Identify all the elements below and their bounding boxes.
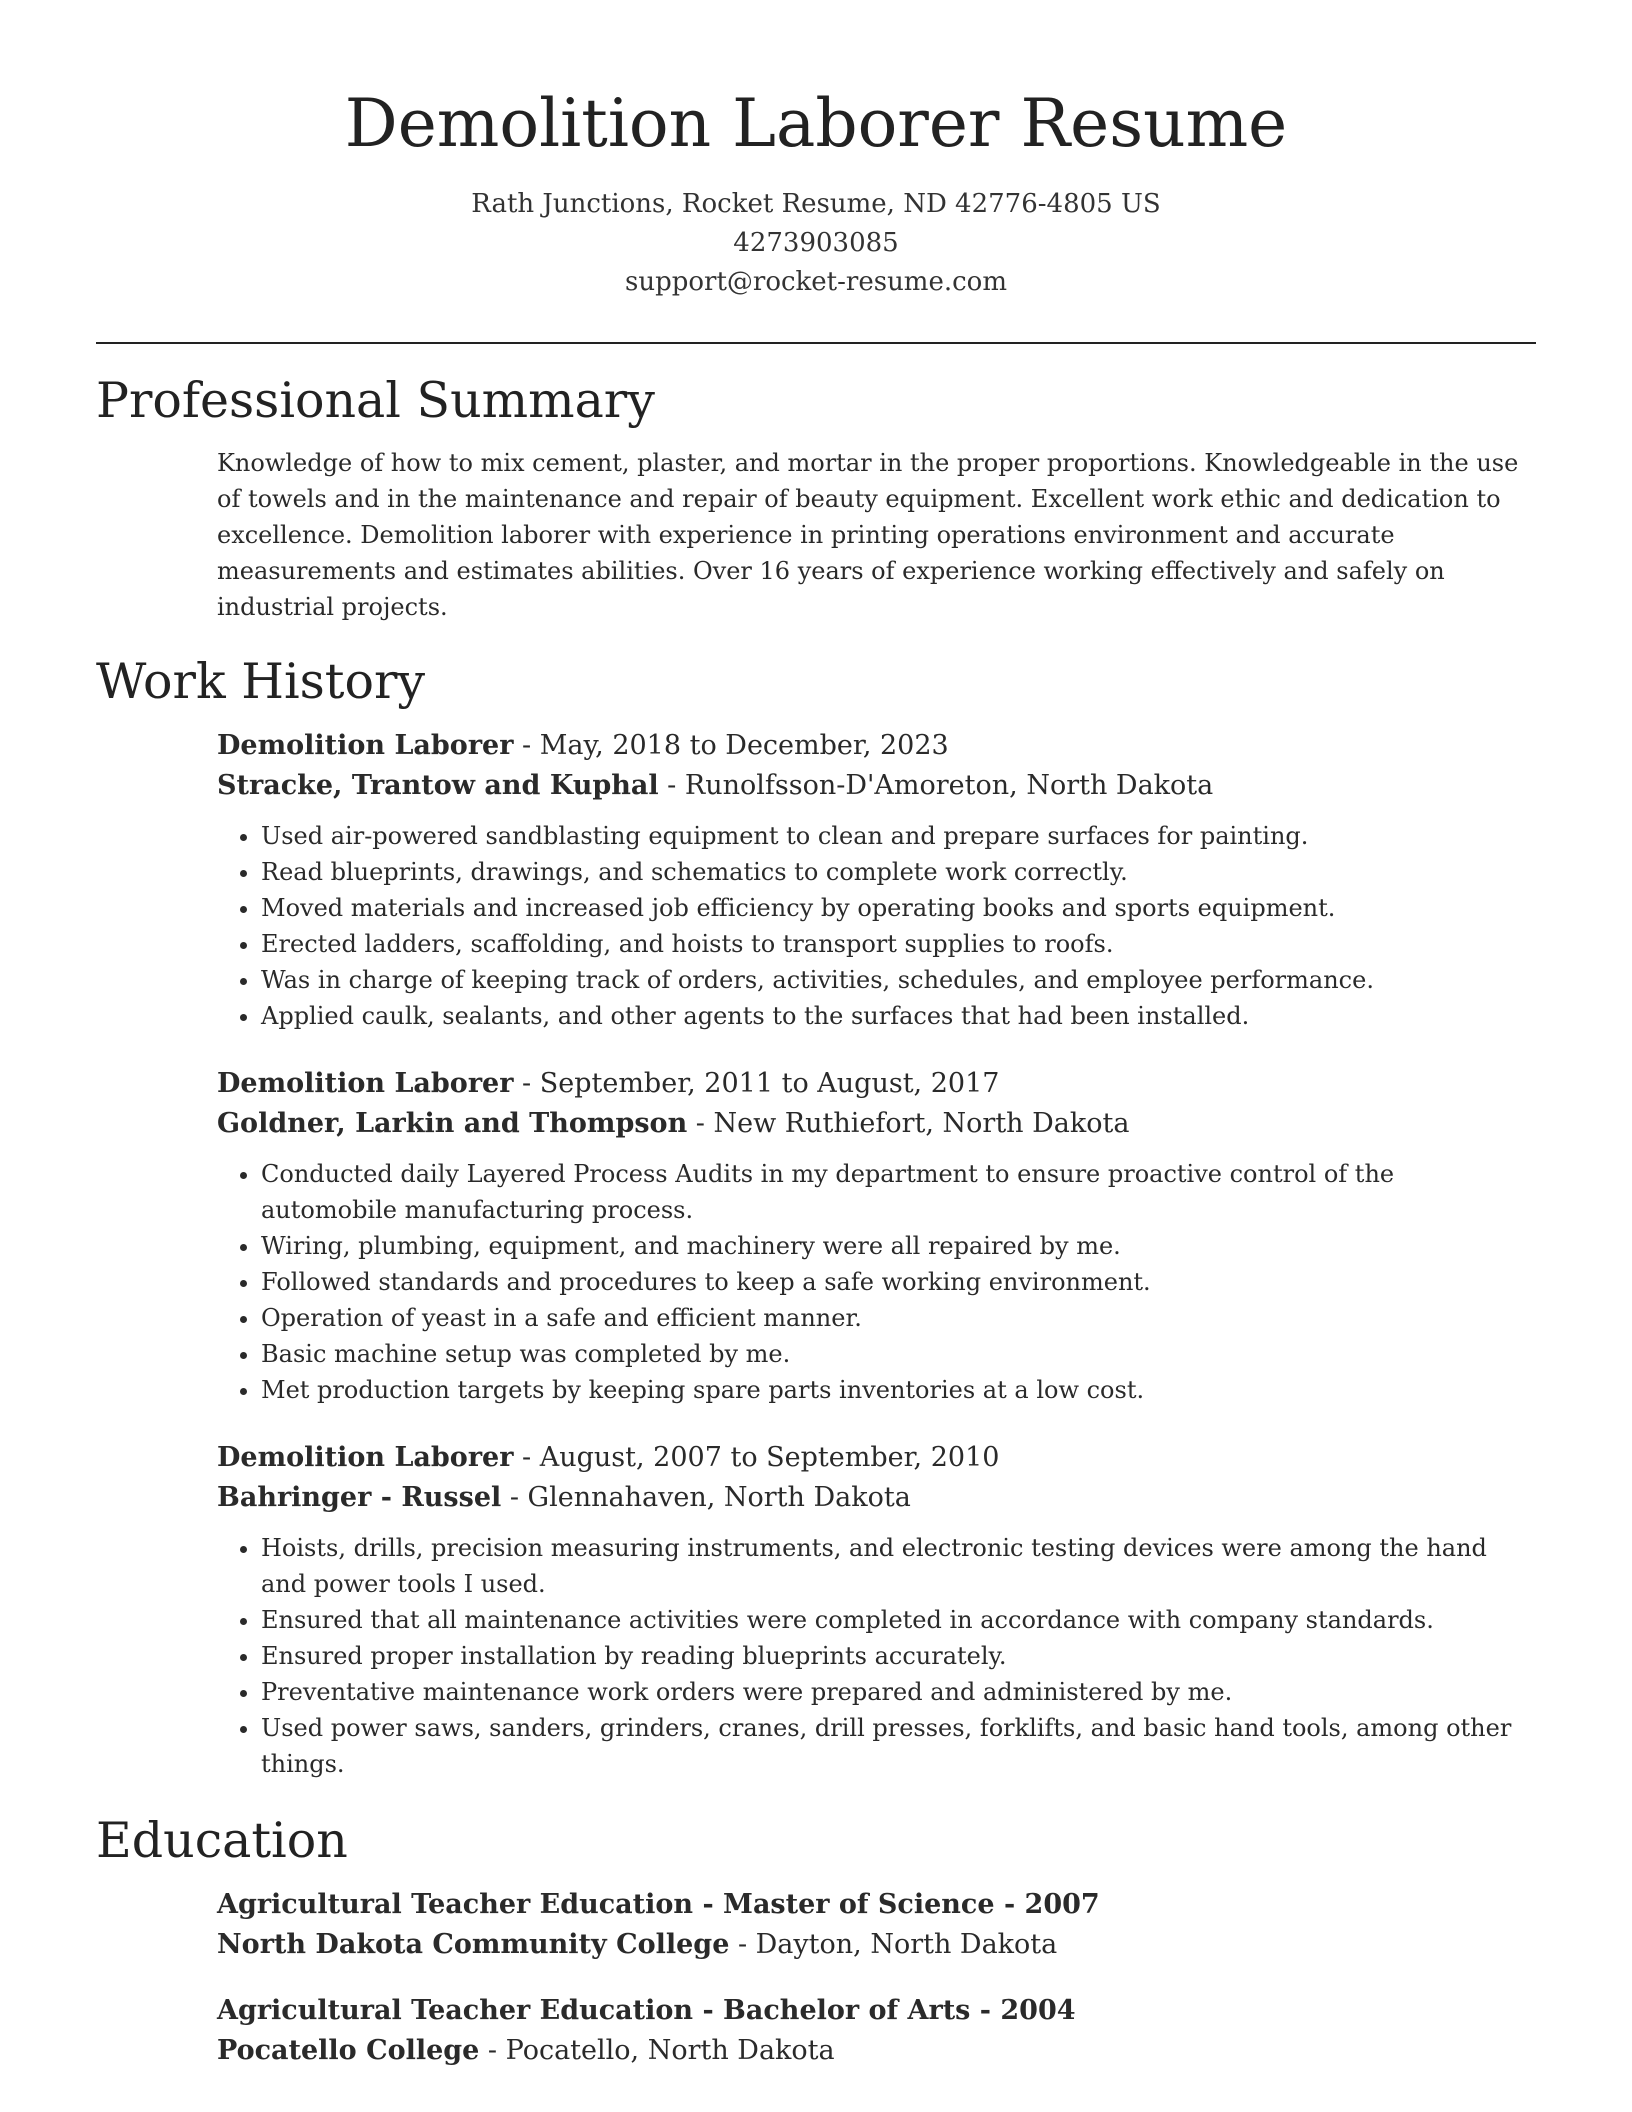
- header-divider: [96, 342, 1536, 344]
- job-bullet: • Used power saws, sanders, grinders, cranes, drill presses, forklifts, and basic hand tools, among other things.: [261, 1710, 1536, 1782]
- job-bullet: • Conducted daily Layered Process Audits in my department to ensure proactive control of the automobile manufacturing process.: [261, 1156, 1536, 1228]
- job-location: - Runolfsson-D'Amoreton, North Dakota: [658, 769, 1214, 801]
- job-bullet: • Wiring, plumbing, equipment, and machinery were all repaired by me.: [261, 1228, 1536, 1264]
- job-title: Demolition Laborer: [217, 1441, 514, 1473]
- job-title-line: [217, 726, 1536, 766]
- job-bullet: • Moved materials and increased job efficiency by operating books and sports equipment.: [261, 890, 1536, 926]
- job-company: Stracke, Trantow and Kuphal: [217, 769, 659, 801]
- job-bullet: • Operation of yeast in a safe and efficient manner.: [261, 1300, 1536, 1336]
- job-bullet: • Followed standards and procedures to keep a safe working environment.: [261, 1264, 1536, 1300]
- work-history-heading: Work History: [96, 652, 426, 710]
- job-bullet: • Applied caulk, sealants, and other agents to the surfaces that had been installed.: [261, 998, 1536, 1034]
- resume-header: [96, 0, 1536, 302]
- job-bullet: • Ensured proper installation by reading blueprints accurately.: [261, 1638, 1536, 1674]
- job-bullets: [217, 1530, 1536, 1782]
- education-location: - Dayton, North Dakota: [729, 1928, 1058, 1960]
- education-school-line: [217, 2031, 1536, 2071]
- job-bullet: • Preventative maintenance work orders were prepared and administered by me.: [261, 1674, 1536, 1710]
- job-bullets: [217, 1156, 1536, 1408]
- job-bullet: • Read blueprints, drawings, and schematics to complete work correctly.: [261, 854, 1536, 890]
- job-bullet: • Met production targets by keeping spare parts inventories at a low cost.: [261, 1372, 1536, 1408]
- job-company: Goldner, Larkin and Thompson: [217, 1107, 688, 1139]
- contact-block: [96, 185, 1536, 302]
- job-dates: - August, 2007 to September, 2010: [513, 1441, 1000, 1473]
- contact-phone: 4273903085: [733, 228, 899, 259]
- job-bullet: • Erected ladders, scaffolding, and hoists to transport supplies to roofs.: [261, 926, 1536, 962]
- job-location: - New Ruthiefort, North Dakota: [687, 1107, 1130, 1139]
- page-title: Demolition Laborer Resume: [344, 85, 1288, 162]
- job-title: Demolition Laborer: [217, 1067, 514, 1099]
- job-bullet: • Was in charge of keeping track of orders, activities, schedules, and employee performance.: [261, 962, 1536, 998]
- job-title-line: [217, 1438, 1536, 1478]
- education-heading: Education: [96, 1811, 348, 1869]
- summary-section: [96, 372, 1536, 625]
- job-company-line: [217, 1104, 1536, 1144]
- education-school: North Dakota Community College: [217, 1928, 730, 1960]
- summary-text: Knowledge of how to mix cement, plaster, and mortar in the proper proportions. Knowledgeable in the use of towels and in the maintenance and repair of beauty equipment. Excellent work ethic and dedication to excellence. Demolition laborer with experience in printing operations environment and accurate measurements and estimates abilities. Over 16 years of experience working effectively and safely on industrial projects.: [217, 448, 1519, 621]
- education-entry: [217, 1885, 1536, 1965]
- job-bullet: • Used air-powered sandblasting equipment to clean and prepare surfaces for painting.: [261, 818, 1536, 854]
- education-section: [96, 1812, 1536, 2071]
- job-entry: [217, 726, 1536, 1034]
- contact-address: Rath Junctions, Rocket Resume, ND 42776-4805 US: [471, 189, 1161, 220]
- education-degree-line: [217, 1991, 1536, 2031]
- job-bullet: • Basic machine setup was completed by me.: [261, 1336, 1536, 1372]
- education-degree: Agricultural Teacher Education - Master of Science - 2007: [217, 1888, 1100, 1920]
- education-entry: [217, 1991, 1536, 2071]
- job-bullet: • Ensured that all maintenance activities were completed in accordance with company standards.: [261, 1602, 1536, 1638]
- job-company-line: [217, 766, 1536, 806]
- work-history-section: [96, 653, 1536, 1782]
- job-entry: [217, 1064, 1536, 1408]
- education-school: Pocatello College: [217, 2034, 480, 2066]
- job-company: Bahringer - Russel: [217, 1481, 502, 1513]
- job-dates: - May, 2018 to December, 2023: [513, 729, 949, 761]
- job-location: - Glennahaven, North Dakota: [501, 1481, 911, 1513]
- job-entry: [217, 1438, 1536, 1782]
- job-title: Demolition Laborer: [217, 729, 514, 761]
- job-company-line: [217, 1478, 1536, 1518]
- education-degree-line: [217, 1885, 1536, 1925]
- summary-heading: Professional Summary: [96, 372, 655, 430]
- contact-email: support@rocket-resume.com: [624, 267, 1007, 298]
- job-bullet: • Hoists, drills, precision measuring instruments, and electronic testing devices were among the hand and power tools I used.: [261, 1530, 1536, 1602]
- job-bullets: [217, 818, 1536, 1034]
- education-degree: Agricultural Teacher Education - Bachelor of Arts - 2004: [217, 1994, 1076, 2026]
- education-location: - Pocatello, North Dakota: [479, 2034, 835, 2066]
- education-school-line: [217, 1925, 1536, 1965]
- job-dates: - September, 2011 to August, 2017: [513, 1067, 1000, 1099]
- job-title-line: [217, 1064, 1536, 1104]
